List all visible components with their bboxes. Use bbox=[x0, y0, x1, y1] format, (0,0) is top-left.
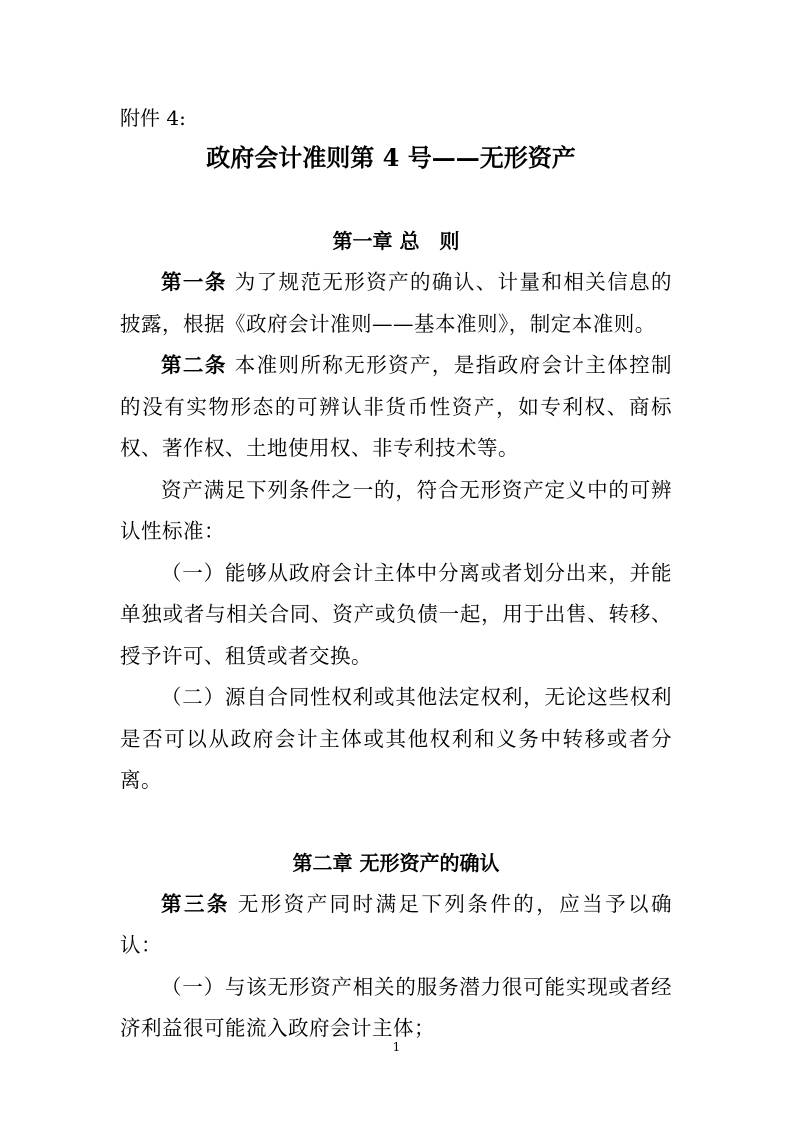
document-title: 政府会计准则第 4 号——无形资产 bbox=[206, 143, 576, 172]
article-3 bbox=[120, 884, 672, 967]
article-label: 第三条 bbox=[161, 891, 230, 916]
paragraph: （一）能够从政府会计主体中分离或者划分出来，并能单独或者与相关合同、资产或负债一起，用于出售、转移、授予许可、租赁或者交换。 bbox=[120, 560, 672, 668]
article-label: 第一条 bbox=[161, 270, 227, 294]
chapter-2-heading: 第二章 无形资产的确认 bbox=[292, 850, 500, 875]
attachment-label: 附件 4: bbox=[120, 106, 186, 130]
paragraph: （二）源自合同性权利或其他法定权利，无论这些权利是否可以从政府会计主体或其他权利和义务中转移或者分离。 bbox=[120, 685, 672, 792]
article-1 bbox=[120, 262, 672, 345]
document-page bbox=[120, 98, 672, 1050]
article-2 bbox=[120, 345, 672, 470]
article-text: 为了规范无形资产的确认、计量和相关信息的披露，根据《政府会计准则——基本准则》，制定本准则。 bbox=[120, 270, 673, 336]
page-number: 1 bbox=[392, 1040, 401, 1054]
article-text: 无形资产同时满足下列条件的，应当予以确认： bbox=[120, 891, 673, 957]
article-text: 本准则所称无形资产，是指政府会计主体控制的没有实物形态的可辨认非货币性资产，如专利权、商标权、著作权、土地使用权、非专利技术等。 bbox=[120, 353, 673, 460]
article-label: 第二条 bbox=[161, 353, 227, 377]
chapter-1-heading: 第一章 总 则 bbox=[332, 229, 460, 253]
paragraph: （一）与该无形资产相关的服务潜力很可能实现或者经济利益很可能流入政府会计主体； bbox=[120, 974, 672, 1040]
paragraph: 资产满足下列条件之一的，符合无形资产定义中的可辨认性标准： bbox=[120, 477, 672, 543]
